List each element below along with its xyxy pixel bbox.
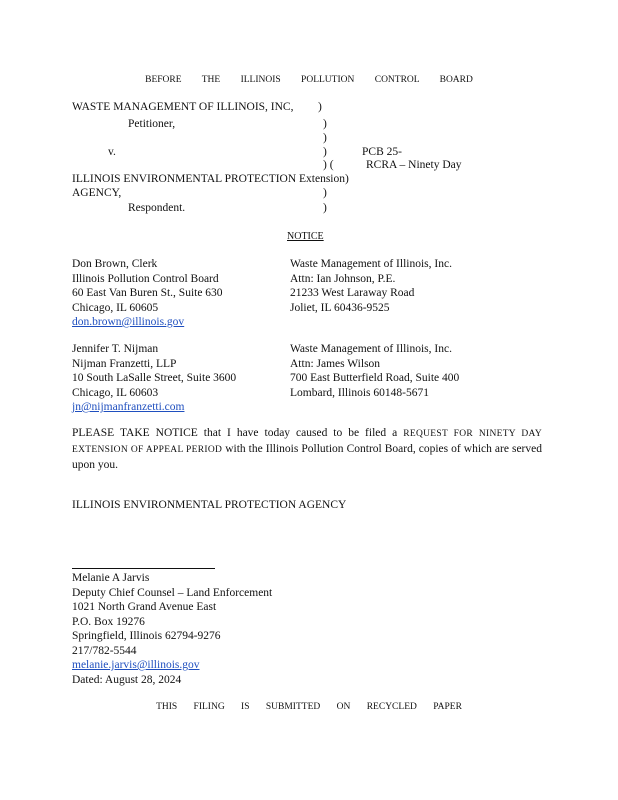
respondent-role: Respondent. [128, 202, 186, 214]
service-party-clerk [72, 257, 223, 330]
service-line: Waste Management of Illinois, Inc. [290, 343, 452, 355]
service-line: 700 East Butterfield Road, Suite 400 [290, 372, 460, 384]
caption-paren: ) [323, 187, 327, 199]
service-line: Lombard, Illinois 60148-5671 [290, 386, 429, 399]
document-title: BEFORE THE ILLINOIS POLLUTION CONTROL BOARD [145, 75, 473, 85]
service-party-wmi-joliet [290, 257, 452, 315]
service-line: Attn: James Wilson [290, 357, 381, 370]
signer-address: P.O. Box 19276 [72, 615, 145, 628]
agency-name: ILLINOIS ENVIRONMENTAL PROTECTION AGENCY [72, 499, 347, 511]
nijman-email-link[interactable]: jn@nijmanfranzetti.com [72, 401, 185, 413]
service-line: 10 South LaSalle Street, Suite 3600 [72, 372, 237, 384]
notice-tail: with the Illinois Pollution Control Board, copies of which are served upon you. [72, 443, 542, 471]
date-line: Dated: August 28, 2024 [72, 673, 182, 686]
caption-paren: ) [323, 118, 327, 130]
signer-email-link[interactable]: melanie.jarvis@illinois.gov [72, 659, 200, 671]
signer-name: Melanie A Jarvis [72, 572, 150, 584]
service-line: Chicago, IL 60605 [72, 301, 159, 314]
service-line: 21233 West Laraway Road [290, 287, 415, 299]
case-type: RCRA – Ninety Day [366, 159, 462, 171]
petitioner-role: Petitioner, [128, 118, 176, 130]
recycled-paper-footer: THIS FILING IS SUBMITTED ON RECYCLED PAPER [156, 702, 462, 712]
caption-paren: ) [318, 101, 322, 113]
respondent-name-line1: ILLINOIS ENVIRONMENTAL PROTECTION [72, 173, 297, 185]
service-line: Attn: Ian Johnson, P.E. [290, 272, 396, 285]
caption-paren: ) [323, 132, 327, 144]
signer-phone: 217/782-5544 [72, 644, 137, 657]
service-line: Chicago, IL 60603 [72, 386, 159, 399]
signature-line [72, 568, 215, 569]
signature-block [72, 571, 272, 687]
notice-lead: PLEASE TAKE NOTICE that I have today caused to be filed a [72, 427, 398, 439]
caption-paren: ) ( [323, 159, 334, 171]
signer-address: Springfield, Illinois 62794-9276 [72, 630, 221, 642]
filed-document-title: REQUEST FOR NINETY DAY EXTENSION OF APPEAL PERIOD [72, 429, 543, 455]
notice-paragraph [72, 426, 542, 473]
service-line: Nijman Franzetti, LLP [72, 357, 177, 370]
service-line: Don Brown, Clerk [72, 258, 158, 270]
petitioner-name: WASTE MANAGEMENT OF ILLINOIS, INC, [72, 101, 294, 113]
service-line: Illinois Pollution Control Board [72, 272, 219, 285]
service-line: Joliet, IL 60436-9525 [290, 301, 390, 314]
case-number: PCB 25- [362, 146, 402, 158]
service-party-nijman [72, 342, 236, 415]
caption-paren: ) [323, 146, 327, 158]
service-line: Jennifer T. Nijman [72, 343, 159, 355]
clerk-email-link[interactable]: don.brown@illinois.gov [72, 316, 185, 328]
signer-address: 1021 North Grand Avenue East [72, 601, 217, 613]
service-line: 60 East Van Buren St., Suite 630 [72, 287, 223, 299]
service-party-wmi-lombard [290, 342, 459, 400]
service-line: Waste Management of Illinois, Inc. [290, 258, 452, 270]
caption-paren: ) [323, 202, 327, 214]
notice-heading: NOTICE [287, 231, 324, 242]
respondent-name-line2: AGENCY, [72, 187, 122, 199]
case-type-extension: Extension) [299, 173, 349, 185]
versus-label: v. [108, 146, 116, 158]
signer-title: Deputy Chief Counsel – Land Enforcement [72, 586, 273, 599]
